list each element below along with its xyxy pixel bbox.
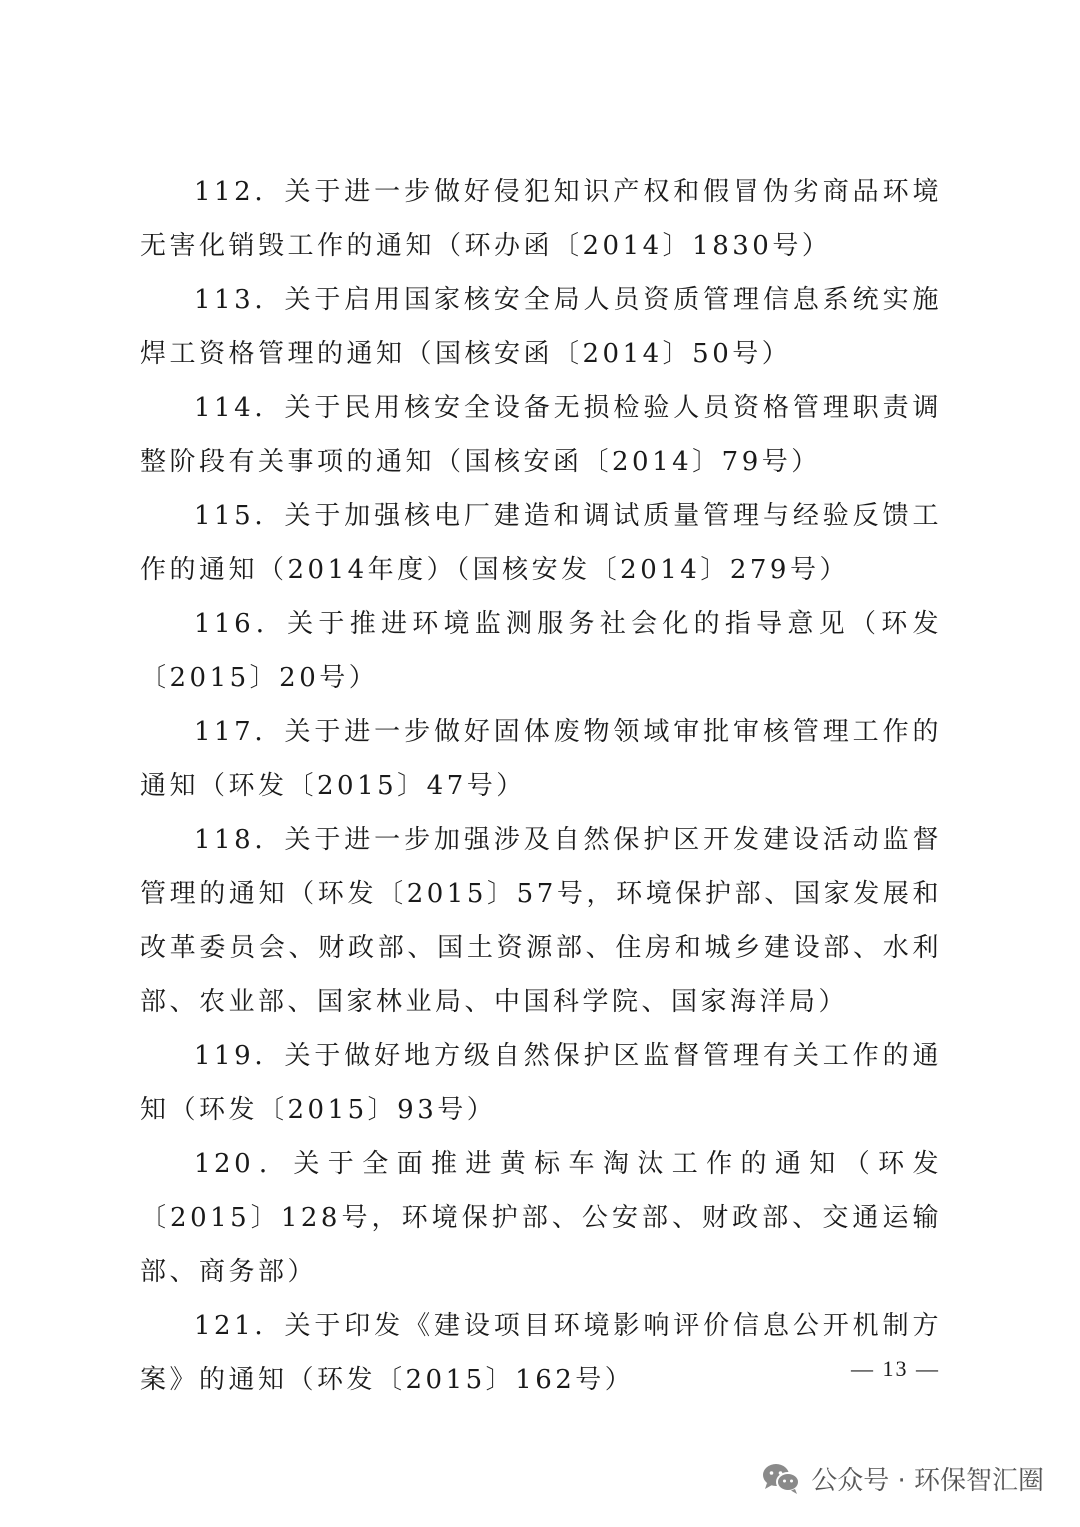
list-item: 113．关于启用国家核安全局人员资质管理信息系统实施焊工资格管理的通知（国核安函〔2014〕50号） <box>140 285 942 369</box>
list-item: 120．关于全面推进黄标车淘汰工作的通知（环发〔2015〕128号，环境保护部、公安部、财政部、交通运输部、商务部） <box>140 1149 942 1287</box>
watermark-text: 公众号 · 环保智汇圈 <box>811 1465 1044 1496</box>
page-number: — 13 — <box>851 1356 940 1381</box>
list-item: 121．关于印发《建设项目环境影响评价信息公开机制方案》的通知（环发〔2015〕162号） <box>140 1311 942 1395</box>
list-item: 112．关于进一步做好侵犯知识产权和假冒伪劣商品环境无害化销毁工作的通知（环办函〔2014〕1830号） <box>140 177 942 261</box>
list-item: 117．关于进一步做好固体废物领域审批审核管理工作的通知（环发〔2015〕47号） <box>140 717 942 801</box>
list-item: 118．关于进一步加强涉及自然保护区开发建设活动监督管理的通知（环发〔2015〕57号，环境保护部、国家发展和改革委员会、财政部、国土资源部、住房和城乡建设部、水利部、农业部、国家林业局、中国科学院、国家海洋局） <box>140 825 942 1017</box>
document-body <box>140 165 942 1407</box>
list-item: 116．关于推进环境监测服务社会化的指导意见（环发〔2015〕20号） <box>140 609 942 693</box>
list-item: 115．关于加强核电厂建造和调试质量管理与经验反馈工作的通知（2014年度）（国核安发〔2014〕279号） <box>140 501 942 585</box>
list-item: 114．关于民用核安全设备无损检验人员资格管理职责调整阶段有关事项的通知（国核安函〔2014〕79号） <box>140 393 942 477</box>
watermark <box>761 1456 1044 1500</box>
wechat-icon <box>761 1461 801 1495</box>
list-item: 119．关于做好地方级自然保护区监督管理有关工作的通知（环发〔2015〕93号） <box>140 1041 942 1125</box>
